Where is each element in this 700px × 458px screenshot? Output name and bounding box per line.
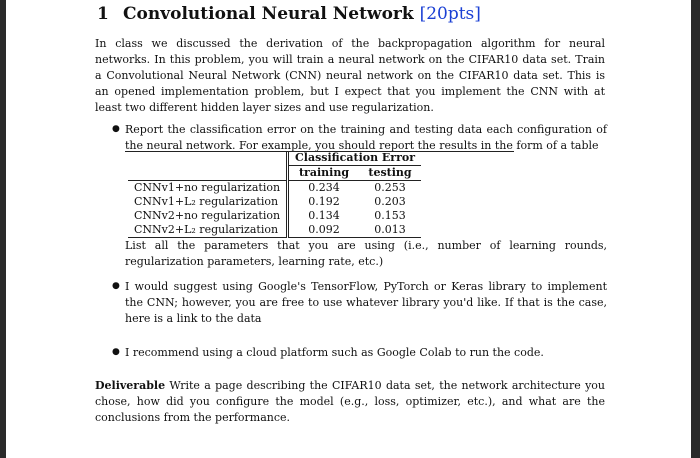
testing-value: 0.253 (374, 181, 406, 194)
bullet-icon: ● (112, 347, 120, 357)
intro-paragraph: In class we discussed the derivation of the backpropagation algorithm for neural networks. In this problem, you will train a neural network on the CIFAR10 data set. Train a Convolutional Neural Network (CNN) neural network on the CIFAR10 data set. This is an opened implementation problem, but I expect that you implement the CNN with at least two different hidden layer sizes and use regularization. (95, 37, 605, 114)
testing-value: 0.153 (374, 209, 406, 222)
training-header: training (288, 166, 359, 181)
testing-value: 0.013 (359, 223, 421, 238)
table-row (128, 223, 421, 238)
bullet-icon: ● (112, 124, 120, 134)
row-label: CNNv2+no regularization (128, 209, 288, 223)
table-row (128, 195, 421, 209)
row-label: CNNv1+no regularization (128, 181, 288, 196)
right-border (691, 0, 700, 458)
section-title: Convolutional Neural Network (123, 4, 414, 24)
training-value: 0.092 (288, 223, 359, 238)
training-value: 0.192 (308, 195, 340, 208)
training-value: 0.234 (308, 181, 340, 194)
left-border (0, 0, 6, 458)
training-value: 0.134 (308, 209, 340, 222)
section-heading (97, 4, 481, 24)
results-table (128, 151, 421, 238)
table-subheader-row (128, 166, 421, 181)
table-row (128, 209, 421, 223)
bullet-report-text: Report the classification error on the training and testing data each configuration of the neural network. For example, you should report the results in the form of a table (125, 123, 607, 152)
bullet-library-text: I would suggest using Google's TensorFlow, PyTorch or Keras library to implement the CNN; however, you are free to use whatever library you'd like. If that is the case, here is a link to the data (125, 280, 607, 325)
deliverable-text: Write a page describing the CIFAR10 data set, the network architecture you chose, how did you configure the model (e.g., loss, optimizer, etc.), and what are the conclusions from the performance. (95, 379, 605, 424)
points-label: [20pts] (419, 4, 481, 24)
parameters-text: List all the parameters that you are using (i.e., number of learning rounds, regularization parameters, learning rate, etc.) (125, 239, 607, 268)
table-header-row (128, 151, 421, 166)
deliverable-paragraph (95, 378, 605, 426)
bullet-icon: ● (112, 281, 120, 291)
deliverable-label: Deliverable (95, 379, 166, 392)
section-number: 1 (97, 4, 109, 24)
testing-value: 0.203 (374, 195, 406, 208)
row-label: CNNv2+L₂ regularization (128, 223, 288, 238)
classification-error-header: Classification Error (288, 151, 421, 166)
bullet-cloud-text: I recommend using a cloud platform such as Google Colab to run the code. (125, 346, 544, 359)
testing-header: testing (359, 166, 421, 181)
row-label: CNNv1+L₂ regularization (128, 195, 288, 209)
table-row (128, 181, 421, 196)
